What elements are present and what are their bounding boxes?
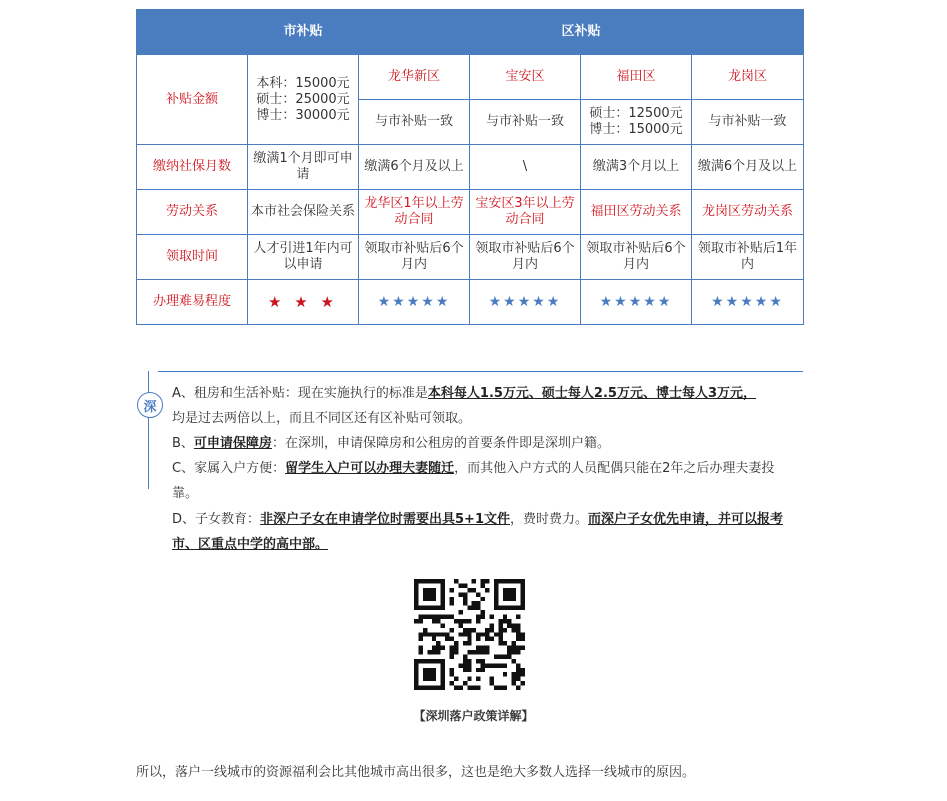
qr-code-image[interactable] [414, 579, 525, 690]
paragraph-d [172, 507, 797, 557]
district-time: 领取市补贴后6个月内 [581, 235, 692, 280]
row-label-social: 缴纳社保月数 [137, 145, 248, 190]
district-social: 缴满3个月以上 [581, 145, 692, 190]
para-d-prefix: D、子女教育： [172, 512, 261, 527]
city-labor: 本市社会保险关系 [248, 190, 359, 235]
district-social: 缴满6个月及以上 [692, 145, 804, 190]
paragraph-b [172, 431, 802, 456]
city-stars: ★ ★ ★ [248, 280, 359, 325]
paragraph-c [172, 456, 797, 506]
para-c-suffix: ，而其他入户方式的人员配偶只能在2年之后办理夫妻投靠。 [172, 461, 775, 501]
district-name: 宝安区 [470, 55, 581, 100]
district-labor: 宝安区3年以上劳动合同 [470, 190, 581, 235]
district-amount: 与市补贴一致 [692, 100, 804, 145]
para-b-suffix: ：在深圳，申请保障房和公租房的首要条件即是深圳户籍。 [271, 436, 610, 451]
district-labor: 龙岗区劳动关系 [692, 190, 804, 235]
district-stars: ★★★★★ [692, 280, 804, 325]
para-a-bold: 本科每人1.5万元、硕士每人2.5万元、博士每人3万元， [427, 386, 757, 401]
para-d-bold1: 非深户子女在申请学位时需要出具5+1文件 [260, 512, 510, 527]
city-amount [248, 55, 359, 145]
row-label-difficulty: 办理难易程度 [137, 280, 248, 325]
subsidy-table [136, 9, 804, 325]
row-label-labor: 劳动关系 [137, 190, 248, 235]
district-stars: ★★★★★ [581, 280, 692, 325]
district-amount: 与市补贴一致 [470, 100, 581, 145]
district-time: 领取市补贴后6个月内 [470, 235, 581, 280]
header-district: 区补贴 [359, 10, 804, 55]
city-amount-master: 硕士：25000元 [256, 91, 350, 107]
qr-caption: 【深圳落户政策详解】 [413, 709, 534, 723]
para-d-mid: ，费时费力。 [510, 512, 589, 527]
city-amount-bachelor: 本科：15000元 [256, 75, 350, 91]
shen-badge: 深 [137, 392, 163, 418]
district-name: 福田区 [581, 55, 692, 100]
district-social: 缴满6个月及以上 [359, 145, 470, 190]
city-time: 人才引进1年内可以申请 [248, 235, 359, 280]
district-labor: 龙华区1年以上劳动合同 [359, 190, 470, 235]
district-name: 龙华新区 [359, 55, 470, 100]
para-a-prefix: A、租房和生活补贴：现在实施执行的标准是 [172, 386, 428, 401]
section-top-line [158, 371, 803, 372]
city-amount-doctor: 博士：30000元 [256, 107, 350, 123]
para-d-bold2: 而深户子女优先申请，并可以报考市、区重点中学的高中部。 [172, 512, 784, 552]
header-city: 市补贴 [248, 10, 359, 55]
district-social: \ [470, 145, 581, 190]
city-social: 缴满1个月即可申请 [248, 145, 359, 190]
district-time: 领取市补贴后6个月内 [359, 235, 470, 280]
para-b-prefix: B、 [172, 436, 194, 451]
para-b-bold: 可申请保障房 [193, 436, 272, 451]
district-labor: 福田区劳动关系 [581, 190, 692, 235]
district-time: 领取市补贴后1年内 [692, 235, 804, 280]
para-c-bold: 留学生入户可以办理夫妻随迁 [285, 461, 455, 476]
header-blank [137, 10, 248, 55]
district-amount: 与市补贴一致 [359, 100, 470, 145]
row-label-time: 领取时间 [137, 235, 248, 280]
footer-text: 所以，落户一线城市的资源福利会比其他城市高出很多，这也是绝大多数人选择一线城市的原因。 [136, 765, 696, 780]
row-label-amount: 补贴金额 [137, 55, 248, 145]
para-a-suffix: 均是过去两倍以上，而且不同区还有区补贴可领取。 [172, 411, 472, 426]
section-left-line [148, 371, 149, 489]
paragraph-a [172, 381, 802, 431]
district-name: 龙岗区 [692, 55, 804, 100]
para-c-prefix: C、家属入户方便： [172, 461, 286, 476]
district-amount: 硕士：12500元 博士：15000元 [581, 100, 692, 145]
district-stars: ★★★★★ [470, 280, 581, 325]
district-stars: ★★★★★ [359, 280, 470, 325]
